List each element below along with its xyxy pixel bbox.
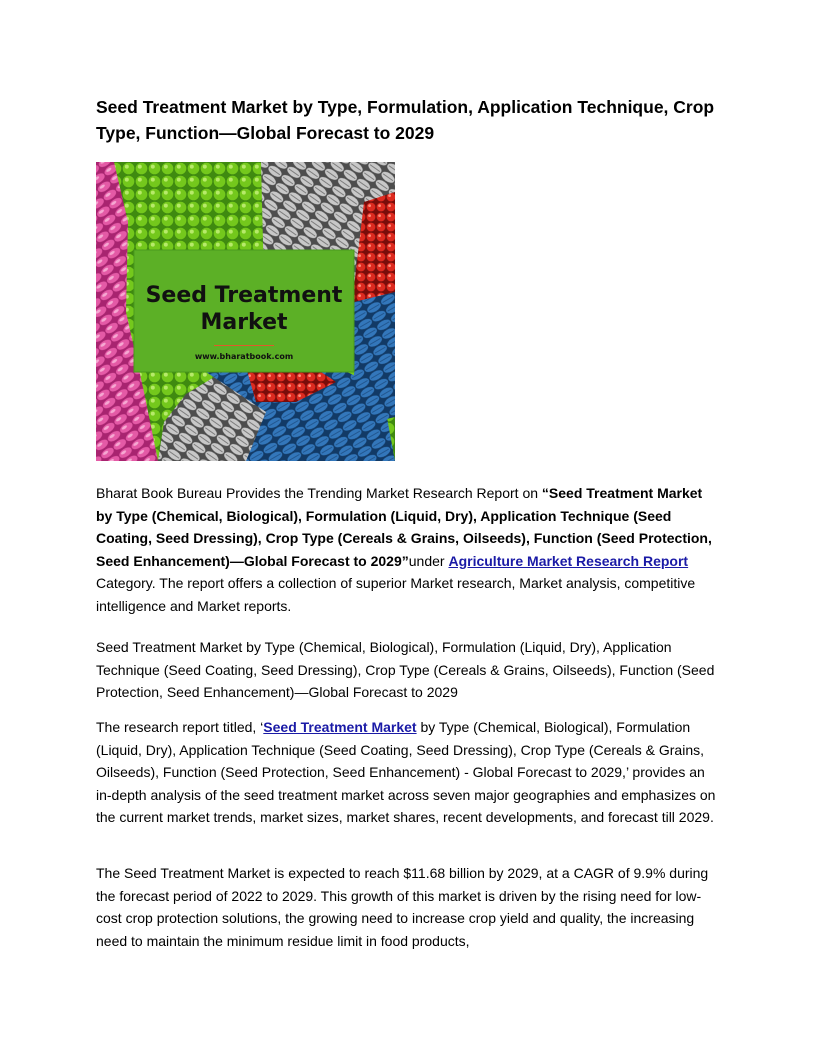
under-text: under xyxy=(408,552,449,569)
cover-website: www.bharatbook.com xyxy=(194,352,294,361)
summary-paragraph: Seed Treatment Market by Type (Chemical, Biological), Formulation (Liquid, Dry), Application Technique (Seed Coating, Seed Dressing), Crop Type (Cereals & Grains, Oilseeds), Function (Seed Protection, Seed Enhancement)—Global Forecast to 2029 xyxy=(96,639,715,700)
report-description-paragraph xyxy=(96,716,720,829)
forecast-paragraph: The Seed Treatment Market is expected to reach $11.68 billion by 2029, at a CAGR of 9.9% during the forecast period of 2022 to 2029. This growth of this market is driven by the rising need for low-cost crop protection solutions, the growing need to increase crop yield and quality, the increasing need to maintain the minimum residue limit in food products, xyxy=(96,865,709,949)
seed-treatment-market-link[interactable]: Seed Treatment Market xyxy=(263,719,417,735)
intro-text: Bharat Book Bureau Provides the Trending Market Research Report on xyxy=(96,485,542,501)
page-title: Seed Treatment Market by Type, Formulation, Application Technique, Crop Type, Function—Global Forecast to 2029 xyxy=(96,97,715,143)
cover-heading-line2: Market xyxy=(200,310,288,335)
cover-divider xyxy=(214,345,274,346)
description-after-text: by Type (Chemical, Biological), Formulation (Liquid, Dry), Application Technique (Seed Coating, Seed Dressing), Crop Type (Cereals & Grains, Oilseeds), Function (Seed Protection, Seed Enhancement) - Global Forecast to 2029,’ provides an in-depth analysis of the seed treatment market across seven major geographies and emphasizes on the current market trends, market sizes, market shares, recent developments, and forecast till 2029. xyxy=(96,719,716,825)
agriculture-report-link[interactable]: Agriculture Market Research Report xyxy=(448,552,689,569)
cover-image xyxy=(96,162,395,461)
report-title-bold: “Seed Treatment Market by Type (Chemical, Biological), Formulation (Liquid, Dry), Application Technique (Seed Coating, Seed Dressing), Crop Type (Cereals & Grains, Oilseeds), Function (Seed Protection, Seed Enhancement)—Global Forecast to 2029” xyxy=(96,485,712,569)
description-before-text: The research report titled, ‘ xyxy=(96,719,264,735)
intro-paragraph xyxy=(96,482,720,617)
cover-heading-line1: Seed Treatment xyxy=(145,283,343,308)
cover-heading xyxy=(134,282,354,336)
intro-rest-text: Category. The report offers a collection of superior Market research, Market analysis, competitive intelligence and Market reports. xyxy=(96,575,696,614)
